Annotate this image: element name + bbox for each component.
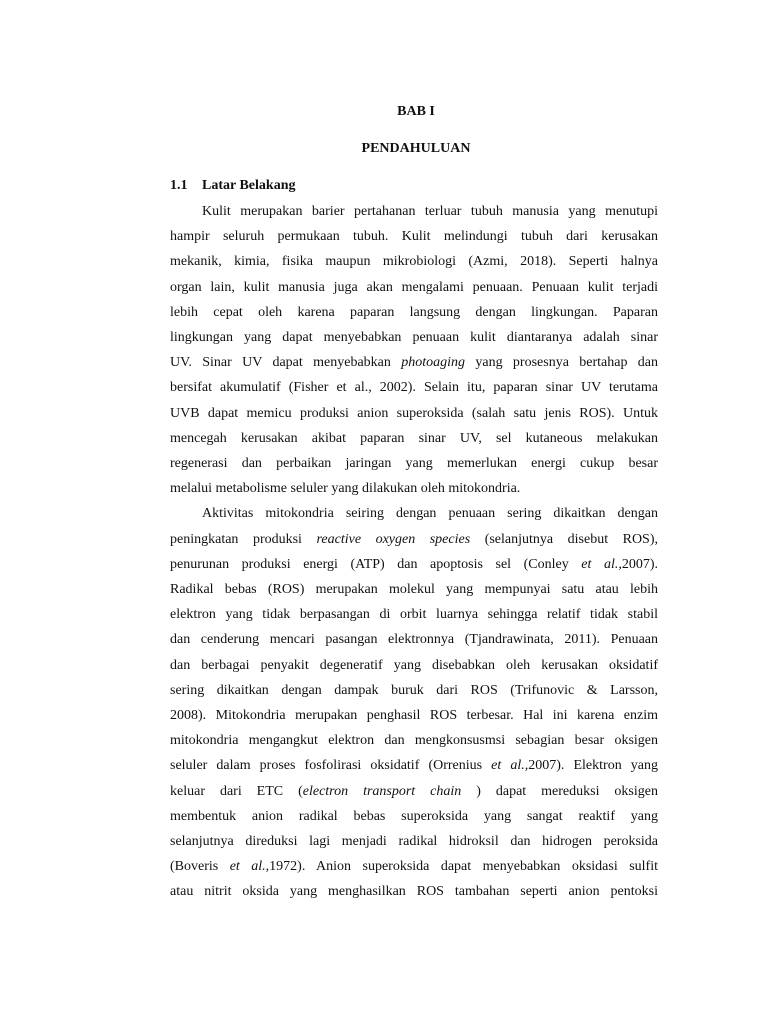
text-run: penurunan produksi energi (ATP) dan apoptosis sel (Conley	[170, 556, 582, 572]
body-line	[170, 808, 658, 826]
text-run: Radikal bebas (ROS) merupakan molekul yang mempunyai satu atau lebih	[170, 582, 658, 597]
text-run: (selanjutnya disebut ROS),	[470, 531, 659, 547]
text-run: bersifat akumulatif (Fisher et al., 2002). Selain itu, paparan sinar UV terutama	[170, 380, 658, 396]
body-line	[170, 556, 658, 574]
text-run: dan cenderung mencari pasangan elektronnya (Tjandrawinata, 2011). Penuaan	[170, 632, 658, 648]
body-line	[170, 657, 658, 675]
text-run: mitokondria mengangkut elektron dan mengkonsusmsi sebagian besar oksigen	[170, 733, 658, 749]
body-line	[170, 430, 658, 448]
body-line	[170, 405, 658, 423]
section-heading	[170, 178, 295, 194]
text-run: selanjutnya direduksi lagi menjadi radikal hidroksil dan hidrogen peroksida	[170, 834, 658, 849]
text-run: 2007). Elektron yang	[528, 758, 658, 774]
body-line	[170, 757, 658, 775]
body-line	[202, 203, 658, 221]
section-title: Latar Belakang	[202, 178, 296, 193]
text-run: sering dikaitkan dengan dampak buruk dari ROS (Trifunovic & Larsson,	[170, 682, 658, 698]
text-run: mekanik, kimia, fisika maupun mikrobiologi (Azmi, 2018). Seperti halnya	[170, 254, 658, 270]
text-run: 2007).	[621, 556, 659, 572]
body-line	[170, 329, 658, 347]
text-run: Kulit merupakan barier pertahanan terluar tubuh manusia yang menutupi	[202, 204, 658, 219]
text-run: (Boveris	[170, 859, 230, 875]
body-line	[170, 455, 658, 473]
body-line	[170, 707, 658, 725]
text-run: Aktivitas mitokondria seiring dengan penuaan sering dikaitkan dengan	[202, 506, 658, 522]
body-line	[202, 505, 658, 523]
italic-term: photoaging	[401, 355, 466, 371]
body-line	[170, 480, 658, 498]
section-number: 1.1	[170, 178, 188, 193]
body-line	[170, 279, 658, 297]
text-run: elektron yang tidak berpasangan di orbit luarnya sehingga relatif tidak stabil	[170, 607, 658, 623]
text-run: lingkungan yang dapat menyebabkan penuaan kulit diantaranya adalah sinar	[170, 330, 658, 345]
body-line	[170, 732, 658, 750]
text-run: yang prosesnya bertahap dan	[465, 355, 659, 371]
text-run: mencegah kerusakan akibat paparan sinar UV, sel kutaneous melakukan	[170, 430, 658, 446]
body-line	[170, 228, 658, 246]
body-line	[170, 354, 658, 372]
text-run: keluar dari ETC (	[170, 783, 303, 799]
text-run: seluler dalam proses fosfolirasi oksidatif (Orrenius	[170, 758, 492, 774]
text-run: regenerasi dan perbaikan jaringan yang memerlukan energi cukup besar	[170, 456, 658, 471]
italic-term: et al.,	[229, 859, 270, 875]
body-line	[170, 379, 658, 397]
body-line	[170, 606, 658, 624]
body-line	[170, 531, 658, 549]
italic-term: reactive oxygen species	[316, 531, 471, 547]
body-line	[170, 253, 658, 271]
text-run: hampir seluruh permukaan tubuh. Kulit melindungi tubuh dari kerusakan	[170, 229, 658, 245]
body-line	[170, 581, 658, 599]
text-run: melalui metabolisme seluler yang dilakukan oleh mitokondria.	[170, 481, 521, 497]
text-run: lebih cepat oleh karena paparan langsung dengan lingkungan. Paparan	[170, 304, 658, 320]
text-run: organ lain, kulit manusia juga akan mengalami penuaan. Penuaan kulit terjadi	[170, 279, 658, 295]
text-run: UVB dapat memicu produksi anion superoksida (salah satu jenis ROS). Untuk	[170, 405, 658, 421]
text-run: 1972). Anion superoksida dapat menyebabkan oksidasi sulfit	[269, 859, 658, 875]
text-run: UV. Sinar UV dapat menyebabkan	[170, 355, 402, 371]
text-run: peningkatan produksi	[170, 531, 317, 547]
body-line	[170, 883, 658, 901]
text-run: ) dapat mereduksi oksigen	[461, 783, 658, 799]
chapter-heading: PENDAHULUAN	[361, 141, 471, 156]
text-run: 2008). Mitokondria merupakan penghasil ROS terbesar. Hal ini karena enzim	[170, 708, 658, 723]
text-run: dan berbagai penyakit degeneratif yang disebabkan oleh kerusakan oksidatif	[170, 657, 658, 673]
body-line	[170, 304, 658, 322]
body-line	[170, 631, 658, 649]
body-line	[170, 858, 658, 876]
italic-term: et al.,	[581, 556, 622, 572]
italic-term: electron transport chain	[302, 783, 462, 799]
chapter-title: BAB I	[397, 104, 435, 119]
text-run: membentuk anion radikal bebas superoksida yang sangat reaktif yang	[170, 808, 658, 824]
text-run: atau nitrit oksida yang menghasilkan ROS tambahan seperti anion pentoksi	[170, 884, 658, 900]
italic-term: et al.,	[491, 758, 529, 774]
body-line	[170, 783, 658, 801]
body-line	[170, 833, 658, 851]
body-line	[170, 682, 658, 700]
